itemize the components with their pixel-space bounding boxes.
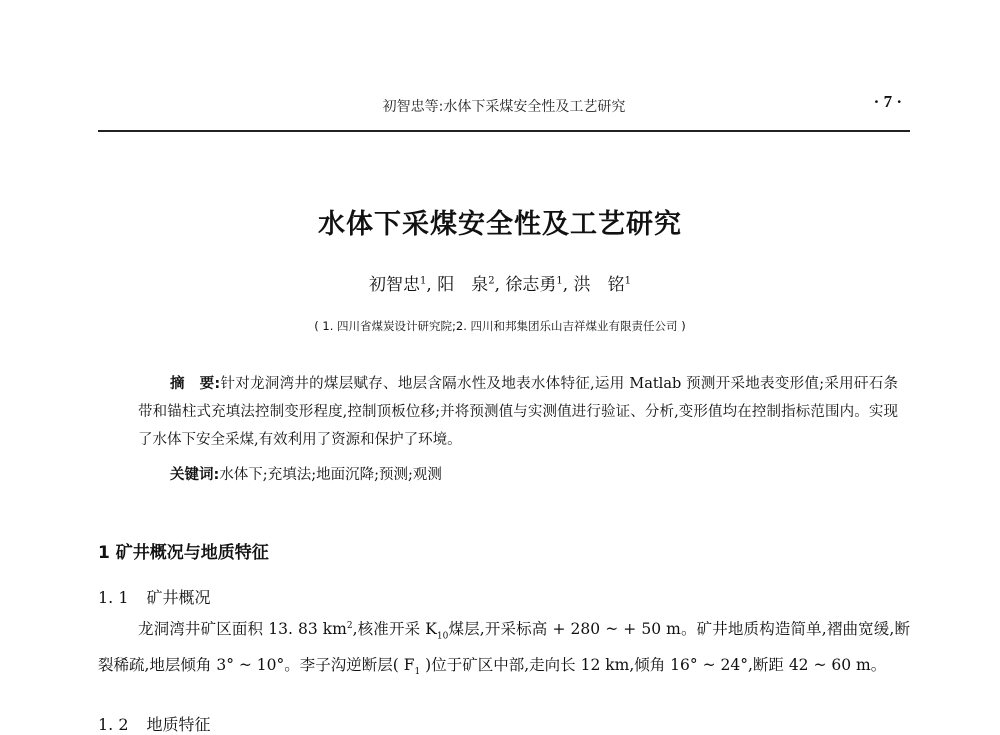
subsection-title: 矿井概况 <box>146 588 211 607</box>
keywords <box>170 463 442 484</box>
page-number: · 7 · <box>873 92 902 111</box>
author-name: 徐志勇 <box>505 275 557 295</box>
running-title: 初智忠等:水体下采煤安全性及工艺研究 <box>382 99 626 115</box>
subsection-number: 1. 1 <box>98 588 129 607</box>
author-name: 阳 泉 <box>437 275 489 295</box>
affiliation-mark: 1 <box>420 275 427 287</box>
running-header <box>98 86 910 132</box>
abstract-text: 针对龙洞湾井的煤层赋存、地层含隔水性及地表水体特征,运用 Matlab 预测开采地表变形值;采用矸石条带和锚柱式充填法控制变形程度,控制顶板位移;并将预测值与实测值进行验证、分析,变形值均在控制指标范围内。实现了水体下安全采煤,有效利用了资源和保护了环境。 <box>138 376 898 448</box>
affiliation-mark: 2 <box>488 275 495 287</box>
affiliation-mark: 1 <box>556 275 563 287</box>
keywords-text: 水体下;充填法;地面沉降;预测;观测 <box>219 467 442 483</box>
author-name: 初智忠 <box>369 275 421 295</box>
abstract <box>138 370 898 454</box>
author-name: 洪 铭 <box>573 275 625 295</box>
subsection-number: 1. 2 <box>98 715 129 734</box>
subsection-title: 地质特征 <box>146 715 211 734</box>
section-heading: 1 矿井概况与地质特征 <box>98 543 269 563</box>
subsection-heading <box>98 712 211 735</box>
subsection-heading <box>98 585 211 608</box>
affiliations: ( 1. 四川省煤炭设计研究院;2. 四川和邦集团乐山吉祥煤业有限责任公司 ) <box>314 319 686 333</box>
abstract-label: 摘 要: <box>170 376 221 392</box>
keywords-label: 关键词: <box>170 467 220 483</box>
paper-title: 水体下采煤安全性及工艺研究 <box>318 209 682 240</box>
body-paragraph: 龙洞湾井矿区面积 13. 83 $km^2$,核准开采 $K_{10}$煤层,开采标高 + 280 ~ + 50 m。矿井地质构造简单,褶曲宽缓,断裂稀疏,地层倾角 3° ~ 10°。李子沟逆断层( $F_1$ )位于矿区中部,走向长 12 km,倾角 16° ~ 24°,断距 42 ~ 60 m。 <box>98 620 911 678</box>
author-list: 初智忠$^1$, 阳 泉$^2$, 徐志勇$^1$, 洪 铭$^1$ <box>369 275 631 295</box>
affiliation-mark: 1 <box>624 275 631 287</box>
